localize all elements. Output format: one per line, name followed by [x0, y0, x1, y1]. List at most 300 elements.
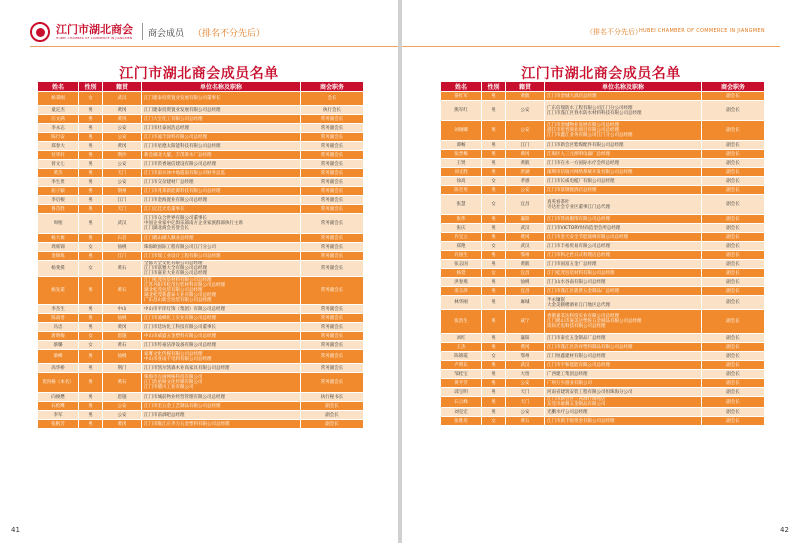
member-hometown: 咸宁	[506, 310, 545, 334]
member-name: 石云峰	[441, 397, 482, 408]
member-unit: 江门市在水一方国际水疗会所总经理	[545, 159, 702, 168]
table-row	[441, 296, 765, 310]
table-row	[441, 177, 765, 186]
col-header-unit: 单位名称及职称	[545, 82, 702, 92]
member-unit: 江门市金天安全节能玻璃有限公司总经理	[545, 233, 702, 242]
member-role: 常务副会长	[301, 234, 364, 243]
member-role: 副会长	[702, 296, 765, 310]
member-hometown: 黄陂	[506, 159, 545, 168]
table-row	[38, 160, 364, 169]
member-role: 副会长	[301, 420, 364, 429]
member-role: 常务副会长	[301, 261, 364, 277]
member-role: 副会长	[702, 260, 765, 269]
member-gender: 女	[79, 332, 103, 341]
member-gender: 女	[482, 242, 506, 251]
member-hometown: 荆州	[103, 187, 142, 196]
table-row	[441, 417, 765, 426]
member-gender: 男	[482, 168, 506, 177]
member-role: 常务副会长	[301, 214, 364, 234]
member-role: 常务副会长	[301, 196, 364, 205]
member-hometown: 武汉	[506, 361, 545, 370]
member-hometown: 武汉	[103, 214, 142, 234]
member-gender: 女	[79, 261, 103, 277]
table-row	[441, 233, 765, 242]
member-gender: 男	[482, 287, 506, 296]
member-gender: 女	[482, 417, 506, 426]
member-name: 许国生	[441, 251, 482, 260]
member-name: 陈锦霞	[441, 352, 482, 361]
member-name: 刘红	[441, 334, 482, 343]
member-role: 副会长	[702, 251, 765, 260]
member-hometown: 公安	[506, 121, 545, 141]
table-row	[441, 334, 765, 343]
member-hometown: 公安	[506, 379, 545, 388]
member-gender: 男	[79, 178, 103, 187]
member-role: 常务副会长	[301, 124, 364, 133]
member-unit: 江门市蓬江区浩祥塑料制品有限公司总经理	[545, 343, 702, 352]
member-name: 林华刚	[441, 296, 482, 310]
member-unit: 江门大宝化工有限公司总经理	[142, 115, 301, 124]
member-gender: 女	[482, 177, 506, 186]
member-gender: 女	[482, 352, 506, 361]
member-gender: 女	[482, 269, 506, 278]
table-row	[441, 224, 765, 233]
member-hometown: 仙桃	[506, 278, 545, 287]
member-name: 贺再格（本名）	[38, 373, 79, 393]
member-unit: 江门市泰宏五金制品厂总经理	[545, 334, 702, 343]
table-row	[38, 124, 364, 133]
member-hometown: 大悟	[506, 370, 545, 379]
member-gender: 男	[482, 334, 506, 343]
page-right	[402, 0, 800, 543]
member-unit: 江门市城前物业经营管理有限公司总经理	[142, 393, 301, 402]
member-name: 邹桂宝	[441, 370, 482, 379]
member-role: 执行秘书长	[301, 393, 364, 402]
table-row	[38, 214, 364, 234]
member-role: 副会长	[702, 141, 765, 150]
member-gender: 男	[482, 388, 506, 397]
member-role: 常务副会长	[301, 373, 364, 393]
page-header	[0, 0, 398, 46]
member-name: 谭畅	[441, 141, 482, 150]
member-role: 副会长	[702, 287, 765, 296]
member-role: 副会长	[702, 352, 765, 361]
table-row	[38, 196, 364, 205]
member-role: 副会长	[702, 177, 765, 186]
member-name: 李启根	[38, 196, 79, 205]
member-gender: 男	[79, 420, 103, 429]
member-hometown: 武汉	[103, 92, 142, 106]
member-role: 副会长	[702, 215, 765, 224]
member-name: 晏红军	[441, 92, 482, 101]
member-unit: 广西建工集团总经理	[545, 370, 702, 379]
member-gender: 男	[79, 151, 103, 160]
member-hometown: 黄石	[103, 341, 142, 350]
member-gender: 男	[482, 370, 506, 379]
member-gender: 男	[79, 277, 103, 305]
member-role: 常务副会长	[301, 252, 364, 261]
member-role: 常务副会长	[301, 115, 364, 124]
logo-name: 江门市湖北商会	[56, 23, 133, 36]
member-gender: 男	[482, 260, 506, 269]
member-unit: 江门鹤山湖人顺业总经理	[142, 234, 301, 243]
member-hometown: 仙桃	[103, 243, 142, 252]
header-rule	[402, 46, 780, 47]
member-unit: 江门市宏五金工艺制品有限公司总经理	[142, 402, 301, 411]
member-role: 副会长	[702, 224, 765, 233]
member-role: 副会长	[702, 233, 765, 242]
member-name: 高华桥	[38, 364, 79, 373]
header-rule	[30, 46, 398, 47]
member-gender: 男	[79, 373, 103, 393]
member-hometown: 天门	[103, 205, 142, 214]
member-gender: 男	[79, 115, 103, 124]
member-gender: 男	[482, 92, 506, 101]
member-unit: 真英看茶叶 寺达社会专业区董事江门总代理	[545, 195, 702, 215]
member-hometown: 江门	[103, 252, 142, 261]
member-gender: 男	[482, 397, 506, 408]
member-gender: 男	[482, 361, 506, 370]
member-hometown: 石首	[103, 234, 142, 243]
table-row	[441, 195, 765, 215]
member-name: 刘克宏	[441, 408, 482, 417]
member-name: 徐高	[441, 177, 482, 186]
member-hometown: 武汉	[506, 224, 545, 233]
header-divider	[142, 23, 143, 40]
member-unit: 江门市富钢置酒店总经理	[545, 186, 702, 195]
member-hometown: 宜昌	[506, 287, 545, 296]
member-role: 常务副会长	[301, 142, 364, 151]
table-row	[441, 242, 765, 251]
member-gender: 男	[79, 234, 103, 243]
table-row	[38, 341, 364, 350]
table-row	[441, 101, 765, 121]
member-gender: 男	[79, 133, 103, 142]
table-row	[38, 314, 364, 323]
member-unit: 江门建泰投资置业发展有限公司董事长	[142, 92, 301, 106]
table-row	[38, 373, 364, 393]
table-row	[38, 364, 364, 373]
member-hometown: 黄冈	[103, 115, 142, 124]
member-hometown: 中山	[103, 305, 142, 314]
member-unit: 全都大全文化有限公司总经理 江门市富雅大全有限公司总经理 江门市嘉亚大业有限公司总经理	[142, 261, 301, 277]
member-name: 余玉萍	[441, 287, 482, 296]
member-hometown: 鄂州	[506, 352, 545, 361]
member-unit: 江门恒鑫建材有限公司总经理	[545, 352, 702, 361]
member-gender: 女	[79, 243, 103, 252]
member-name: 唐明梅	[38, 332, 79, 341]
member-name: 黄平芳	[441, 379, 482, 388]
member-gender: 男	[79, 305, 103, 314]
member-gender: 男	[482, 150, 506, 159]
table-row	[38, 205, 364, 214]
member-hometown: 公安	[103, 160, 142, 169]
page-number: 42	[780, 526, 789, 534]
member-unit: 深圳市信坡兴网络系统开发有限公司总经理	[545, 168, 702, 177]
member-hometown: 公安	[103, 411, 142, 420]
member-unit: 江门市新会区三茜酒行锦苑店 东莞市敢舞五金制品有限公司	[545, 397, 702, 408]
member-hometown: 天门	[506, 388, 545, 397]
member-unit: 江门市金城物业发展有限公司总经理 湛江市星晋商业项目有限公司总经理 江门市鑫江业务有限公司江门分公司总经理	[545, 121, 702, 141]
table-row	[38, 234, 364, 243]
member-gender: 女	[482, 195, 506, 215]
member-unit: 江门市壮泰国浩总经理	[142, 124, 301, 133]
member-unit: 半永镶嵌 大金美鹤楼酒业江门地区总代理	[545, 296, 702, 310]
member-hometown: 天门	[506, 397, 545, 408]
table-row	[38, 243, 364, 252]
logo	[30, 22, 133, 42]
table-header-row	[38, 82, 364, 92]
member-name: 周栢	[38, 214, 79, 234]
member-hometown: 江门	[103, 196, 142, 205]
member-name: 杨秉刚	[38, 92, 79, 106]
member-hometown: 黄石	[103, 373, 142, 393]
member-gender: 男	[482, 296, 506, 310]
member-role: 常务副会长	[301, 178, 364, 187]
member-gender: 男	[482, 215, 506, 224]
member-unit: 河南省建筑安装工程有限公司恒珠海分公司	[545, 388, 702, 397]
member-name: 周席锦	[38, 243, 79, 252]
member-role: 副会长	[702, 397, 765, 408]
member-gender: 男	[482, 101, 506, 121]
member-name: 杨大俊	[38, 234, 79, 243]
member-hometown: 公安	[103, 133, 142, 142]
member-unit: 江门山水谷南有限公司总经理	[545, 278, 702, 287]
table-row	[38, 142, 364, 151]
member-gender: 男	[482, 233, 506, 242]
member-name: 付华轩	[38, 151, 79, 160]
member-gender: 男	[482, 159, 506, 168]
member-unit: 江门市廷坊化工科技有限公司董事长	[142, 323, 301, 332]
member-name: 张伟	[441, 215, 482, 224]
table-row	[441, 343, 765, 352]
table-row	[441, 408, 765, 417]
member-gender: 男	[79, 169, 103, 178]
page-left	[0, 0, 398, 543]
member-hometown: 宜昌	[506, 269, 545, 278]
col-header-name: 姓名	[38, 82, 79, 92]
member-role: 副会长	[301, 402, 364, 411]
member-unit: 江门市陇江庄齐力五金塑料有限公司总经理	[142, 420, 301, 429]
member-hometown: 公安	[506, 408, 545, 417]
page-header	[402, 0, 800, 46]
member-unit: 江门市前酒吧总经理	[142, 411, 301, 420]
member-gender: 男	[79, 314, 103, 323]
table-row	[38, 323, 364, 332]
member-hometown: 黄冈	[103, 142, 142, 151]
table-row	[441, 397, 765, 408]
member-name: 熊军红	[441, 101, 482, 121]
member-gender: 男	[79, 252, 103, 261]
member-role: 副会长	[702, 310, 765, 334]
table-row	[38, 411, 364, 420]
member-unit: 江门市宇和能能有限公司总经理	[545, 361, 702, 370]
member-hometown: 黄冈	[103, 323, 142, 332]
member-name: 汪文满	[38, 115, 79, 124]
member-role: 常务副会长	[301, 323, 364, 332]
table-row	[441, 159, 765, 168]
table-row	[38, 402, 364, 411]
member-role: 常务副会长	[301, 205, 364, 214]
member-hometown: 黄冈	[506, 343, 545, 352]
member-hometown: 公安	[506, 101, 545, 121]
member-hometown: 襄阳	[506, 334, 545, 343]
table-row	[441, 278, 765, 287]
member-unit: 江门市南尔冰中地霞南有限公司财务总监	[142, 169, 301, 178]
member-unit: 江门市长威电缆厂有限公司总经理	[545, 177, 702, 186]
col-header-role: 商会职务	[301, 82, 364, 92]
member-unit: 江门市星德太阳能科技有限公司总经理	[142, 142, 301, 151]
member-hometown: 恩施	[103, 332, 142, 341]
member-name: 杨斐援	[38, 261, 79, 277]
member-gender: 男	[79, 350, 103, 364]
member-gender: 男	[79, 160, 103, 169]
member-unit: 珠海欧国际工程有限公司江门分公司	[142, 243, 301, 252]
member-hometown: 洪湖	[506, 168, 545, 177]
member-role: 副会长	[702, 92, 765, 101]
member-role: 常务副会长	[301, 243, 364, 252]
member-unit: 江门市交杂建材厂总经理	[142, 178, 301, 187]
member-gender: 男	[482, 278, 506, 287]
member-hometown: 麻城	[506, 296, 545, 310]
ordering-note: （排名不分先后）	[193, 29, 266, 39]
member-hometown: 黄陂	[506, 92, 545, 101]
table-row	[38, 115, 364, 124]
member-hometown: 黄冈	[103, 420, 142, 429]
member-role: 副会长	[301, 411, 364, 420]
member-gender: 男	[79, 364, 103, 373]
member-name: 陈宅英	[441, 186, 482, 195]
member-role: 常务副会长	[301, 364, 364, 373]
member-name: 张帆芳	[38, 420, 79, 429]
member-hometown: 宜昌	[506, 195, 545, 215]
table-row	[38, 277, 364, 305]
member-hometown: 鄂州	[506, 251, 545, 260]
member-unit: 江门市凌丰涂料有限公司总经理	[142, 133, 301, 142]
page-number: 41	[11, 526, 20, 534]
table-row	[441, 121, 765, 141]
member-gender: 男	[482, 224, 506, 233]
member-unit: 新会湖北大厦、丰茂茶水厂总经理	[142, 151, 301, 160]
member-role: 副会长	[702, 150, 765, 159]
member-hometown: 黄石	[103, 277, 142, 305]
member-unit: 江门亿佳光电董事长	[142, 205, 301, 214]
member-role: 副会长	[702, 370, 765, 379]
col-header-gender: 性别	[482, 82, 506, 92]
member-role: 常务副会长	[301, 187, 364, 196]
member-role: 常务副会长	[301, 341, 364, 350]
table-row	[38, 151, 364, 160]
member-role: 副会长	[702, 379, 765, 388]
member-role: 常务副会长	[301, 160, 364, 169]
member-name: 李生贵	[38, 178, 79, 187]
member-unit: 江海区人三元照明电器厂总经理	[545, 150, 702, 159]
member-name: 邱宝明	[441, 388, 482, 397]
table-row	[38, 187, 364, 196]
table-row	[441, 150, 765, 159]
table-row	[441, 92, 765, 101]
member-role: 副会长	[702, 186, 765, 195]
member-gender: 男	[482, 186, 506, 195]
member-gender: 男	[79, 393, 103, 402]
member-name: 杨先诺	[38, 277, 79, 305]
member-name: 刘锡卿	[441, 121, 482, 141]
member-unit: 江门市众合世界有限公司董事长 中国企业家中亿俱乐部南方企业家族群部执行主席 江门湖北商会名誉会长	[142, 214, 301, 234]
member-role: 副会长	[702, 343, 765, 352]
member-name: 李杰生	[38, 305, 79, 314]
section-label: 商会成员	[148, 29, 185, 39]
member-name: 黄杰	[38, 169, 79, 178]
member-hometown: 公安	[103, 402, 142, 411]
member-name: 石伦鹰	[38, 402, 79, 411]
member-gender: 男	[482, 379, 506, 388]
table-row	[38, 252, 364, 261]
member-unit: 江门市新丰悦资金有限公司总经理	[545, 417, 702, 426]
member-name: 许宝立	[441, 233, 482, 242]
member-name: 刘丈胜	[441, 168, 482, 177]
member-role: 常务副会长	[301, 133, 364, 142]
member-unit: 江门市凯尔凯森木业高家具有限公司总经理	[142, 364, 301, 373]
table-row	[441, 370, 765, 379]
table-row	[441, 215, 765, 224]
member-gender: 男	[482, 310, 506, 334]
member-name: 蔡璐	[38, 341, 79, 350]
member-hometown: 公安	[103, 124, 142, 133]
member-name: 洪春燕	[441, 278, 482, 287]
member-name: 冯忠	[38, 323, 79, 332]
member-hometown: 黄陂	[506, 260, 545, 269]
member-name: 张浩生	[441, 310, 482, 334]
member-name: 张胜培	[441, 417, 482, 426]
table-row	[38, 261, 364, 277]
member-name: 鲁首胜	[38, 205, 79, 214]
member-role: 常务副会长	[301, 277, 364, 305]
member-name: 卢明东	[441, 361, 482, 370]
member-hometown: 襄阳	[506, 215, 545, 224]
table-row	[38, 393, 364, 402]
table-row	[441, 260, 765, 269]
member-name: 张慧	[441, 195, 482, 215]
col-header-name: 姓名	[441, 82, 482, 92]
member-unit: 江门市兆莱新能源科技有限公司总经理	[142, 187, 301, 196]
member-unit: 江门市瑞工业设计工程有限公司总经理	[142, 252, 301, 261]
member-hometown: 公安	[506, 186, 545, 195]
member-role: 副会长	[702, 361, 765, 370]
member-name: 陈行安	[38, 133, 79, 142]
member-gender: 男	[79, 124, 103, 133]
member-role: 副会长	[702, 121, 765, 141]
member-hometown: 黄冈	[506, 233, 545, 242]
member-unit: 江门市凌峰化工实业有限公司总经理	[142, 314, 301, 323]
member-name: 向俊懋	[38, 393, 79, 402]
member-hometown: 武汉	[506, 242, 545, 251]
member-hometown: 荆沙	[103, 151, 142, 160]
member-gender: 男	[79, 196, 103, 205]
table-row	[441, 186, 765, 195]
member-gender: 女	[79, 92, 103, 106]
member-name: 童定杰	[38, 106, 79, 115]
table-row	[441, 352, 765, 361]
chamber-seal-icon	[30, 22, 50, 42]
member-role: 副会长	[702, 195, 765, 215]
table-row	[441, 251, 765, 260]
member-unit: 广东信瑞防水工程有限公司江门分公司经理 江门市蓬江区春水防水材料科技有限公司总经理	[545, 101, 702, 121]
member-gender: 男	[79, 106, 103, 115]
member-name: 杨萱	[441, 269, 482, 278]
member-gender: 男	[482, 141, 506, 150]
member-role: 常务副会长	[301, 350, 364, 364]
member-unit: 光鹏水疗公司总经理	[545, 408, 702, 417]
